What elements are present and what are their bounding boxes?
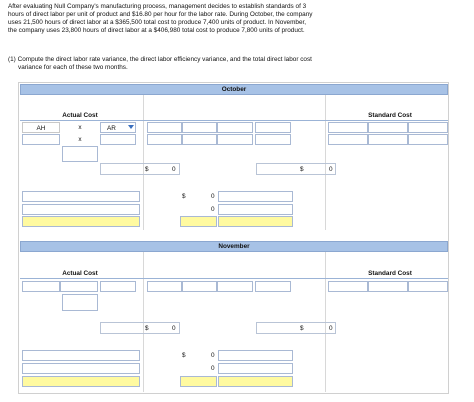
november-actual-currency: $ <box>145 325 149 332</box>
november-input-r1-c5[interactable] <box>182 281 217 292</box>
november-variance-1: 0 <box>211 352 215 359</box>
november-variance-currency: $ <box>182 352 186 359</box>
november-actual-total-box <box>100 322 180 334</box>
october-actual-total-box <box>100 163 180 175</box>
november-total-variance-label[interactable] <box>22 376 140 387</box>
chevron-down-icon <box>128 125 134 129</box>
october-variance-label-1[interactable] <box>22 191 140 202</box>
october-standard-cost-label: Standard Cost <box>368 112 412 119</box>
october-variance-type-2[interactable] <box>218 204 293 215</box>
october-input-r2-c1[interactable] <box>22 134 60 145</box>
november-variance-type-2[interactable] <box>218 363 293 374</box>
problem-text-line-4: the company uses 23,800 hours of direct labor at a $406,980 total cost to produce 7,800 units of product. <box>8 27 305 34</box>
october-standard-total: 0 <box>329 166 333 173</box>
problem-text-line-2: hours of direct labor per unit of product and $16.80 per hour for the labor rate. During October, the company <box>8 11 313 18</box>
november-input-r1-c9[interactable] <box>368 281 408 292</box>
october-variance-currency: $ <box>182 193 186 200</box>
october-input-r2-c2[interactable] <box>100 134 136 145</box>
november-standard-cost-label: Standard Cost <box>368 270 412 277</box>
november-variance-label-1[interactable] <box>22 350 140 361</box>
october-ar-dropdown[interactable] <box>100 122 136 133</box>
october-input-r2-c9[interactable] <box>408 134 448 145</box>
row-divider <box>20 278 448 279</box>
november-variance-type-1[interactable] <box>218 350 293 361</box>
october-input-r1-c7[interactable] <box>408 122 448 133</box>
november-input-r1-c2[interactable] <box>60 281 98 292</box>
october-input-r2-c8[interactable] <box>368 134 408 145</box>
november-input-r1-c7[interactable] <box>255 281 291 292</box>
october-input-r2-c7[interactable] <box>328 134 368 145</box>
row-divider <box>20 120 448 121</box>
november-actual-total: 0 <box>172 325 176 332</box>
november-standard-total-box <box>256 322 336 334</box>
november-input-r1-c3[interactable] <box>100 281 136 292</box>
november-variance-label-2[interactable] <box>22 363 140 374</box>
november-actual-cost-label: Actual Cost <box>62 270 98 277</box>
october-input-r1-c2[interactable] <box>182 122 217 133</box>
november-variance-2: 0 <box>211 365 215 372</box>
october-input-r2-c3[interactable] <box>147 134 182 145</box>
october-ah-header: AH <box>22 122 60 133</box>
october-actual-currency: $ <box>145 166 149 173</box>
november-total-variance-amount[interactable] <box>180 376 217 387</box>
november-input-r1-c1[interactable] <box>22 281 60 292</box>
october-input-r1-c6[interactable] <box>368 122 408 133</box>
october-standard-total-box <box>256 163 336 175</box>
october-input-r3-c1[interactable] <box>62 146 98 162</box>
october-input-r1-c4[interactable] <box>255 122 291 133</box>
november-input-r1-c6[interactable] <box>217 281 253 292</box>
october-total-variance-type[interactable] <box>218 216 293 227</box>
october-input-r2-c6[interactable] <box>255 134 291 145</box>
november-header: November <box>20 241 448 252</box>
october-actual-total: 0 <box>172 166 176 173</box>
october-total-variance-amount[interactable] <box>180 216 217 227</box>
question-text-line-2: variance for each of these two months. <box>18 64 128 71</box>
october-times-sign: x <box>78 124 82 131</box>
november-input-r1-c10[interactable] <box>408 281 448 292</box>
october-variance-2: 0 <box>211 206 215 213</box>
november-input-r1-c4[interactable] <box>147 281 182 292</box>
november-total-variance-type[interactable] <box>218 376 293 387</box>
november-standard-total: 0 <box>329 325 333 332</box>
october-standard-currency: $ <box>300 166 304 173</box>
october-variance-type-1[interactable] <box>218 191 293 202</box>
problem-text-line-3: uses 21,500 hours of direct labor at a $365,500 total cost to produce 7,400 units of product. In November, <box>8 19 307 26</box>
october-total-variance-label[interactable] <box>22 216 140 227</box>
october-header: October <box>20 84 448 95</box>
october-input-r1-c3[interactable] <box>217 122 253 133</box>
november-input-r1-c8[interactable] <box>328 281 368 292</box>
question-text-line-1: (1) Compute the direct labor rate variance, the direct labor efficiency variance, and the total direct labor cost <box>8 56 312 63</box>
november-input-r2-c1[interactable] <box>62 294 98 311</box>
october-input-r1-c5[interactable] <box>328 122 368 133</box>
october-variance-1: 0 <box>211 193 215 200</box>
october-input-r2-c4[interactable] <box>182 134 217 145</box>
october-actual-cost-label: Actual Cost <box>62 112 98 119</box>
october-input-r2-c5[interactable] <box>217 134 253 145</box>
october-ar-dropdown-value: AR <box>107 125 116 132</box>
problem-text-line-1: After evaluating Null Company's manufacturing process, management decides to establish standards of 3 <box>8 3 307 10</box>
october-variance-label-2[interactable] <box>22 204 140 215</box>
october-input-r1-c1[interactable] <box>147 122 182 133</box>
november-standard-currency: $ <box>300 325 304 332</box>
october-times-sign-2: x <box>78 136 82 143</box>
